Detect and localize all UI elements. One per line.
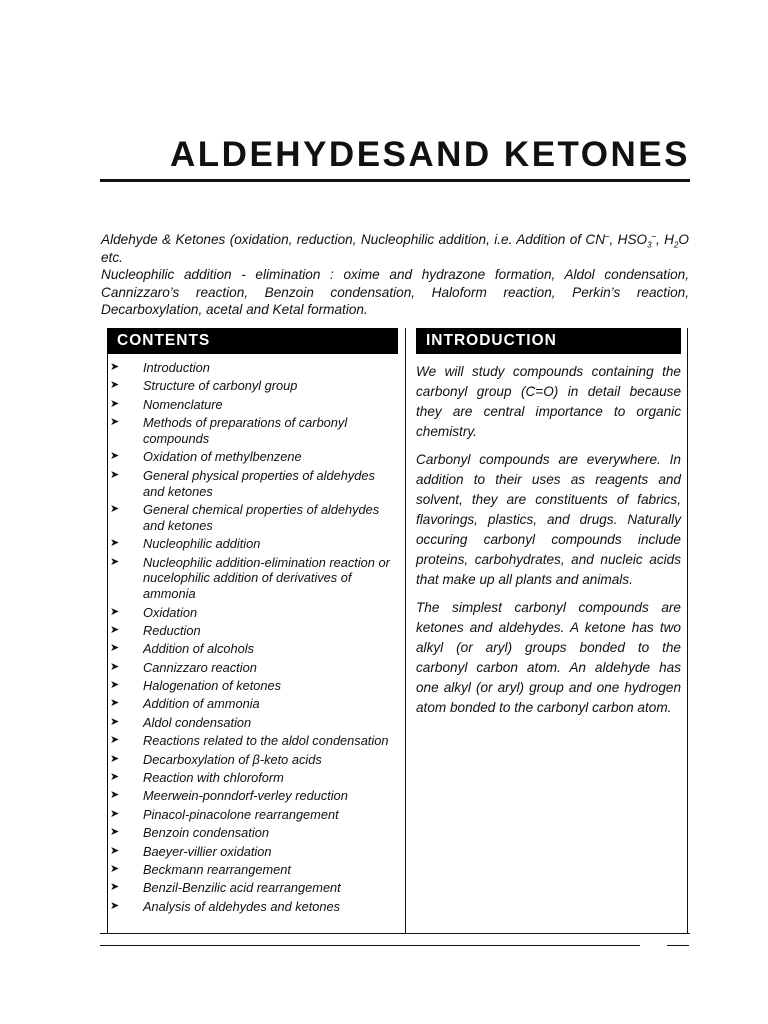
arrowhead-icon: ➤ [110, 734, 120, 747]
contents-item-label: Benzoin condensation [143, 825, 269, 841]
contents-item-label: Decarboxylation of β-keto acids [143, 751, 322, 767]
contents-item [108, 862, 398, 878]
contents-item [108, 555, 398, 602]
chapter-summary [101, 231, 689, 319]
contents-item-label: Structure of carbonyl group [143, 378, 298, 394]
arrowhead-icon: ➤ [110, 642, 120, 655]
footer-rule-short [667, 945, 689, 946]
subscript-2: 2 [673, 240, 679, 250]
arrowhead-icon: ➤ [110, 899, 120, 912]
arrowhead-icon: ➤ [110, 807, 120, 820]
contents-item [108, 880, 398, 896]
contents-item [108, 770, 398, 786]
summary-line-1 [101, 231, 689, 266]
arrowhead-icon: ➤ [110, 605, 120, 618]
contents-item-label: Addition of alcohols [143, 641, 254, 657]
contents-item [108, 678, 398, 694]
contents-item-label: Meerwein-ponndorf-verley reduction [143, 788, 348, 804]
arrowhead-icon: ➤ [110, 771, 120, 784]
contents-item-label: Reduction [143, 622, 201, 638]
contents-item-label: Methods of preparations of carbonyl compounds [143, 415, 348, 446]
summary-text: Aldehyde & Ketones (oxidation, reduction, Nucleophilic addition, i.e. Addition of CN [101, 232, 606, 247]
superscript-minus: – [605, 231, 610, 241]
contents-item-label: Oxidation [143, 604, 198, 620]
contents-item [108, 360, 398, 376]
arrowhead-icon: ➤ [110, 826, 120, 839]
contents-item-label: Benzil-Benzilic acid rearrangement [143, 880, 341, 896]
contents-item-label: Reaction with chloroform [143, 770, 284, 786]
arrowhead-icon: ➤ [110, 361, 120, 373]
title-rule [100, 179, 690, 182]
arrowhead-icon: ➤ [110, 416, 120, 429]
contents-item-label: Introduction [143, 360, 210, 375]
arrowhead-icon: ➤ [110, 715, 120, 728]
contents-item-label: Nomenclature [143, 396, 223, 412]
contents-item [108, 449, 398, 465]
contents-item-label: Addition of ammonia [143, 696, 260, 712]
contents-item-label: Baeyer-villier oxidation [143, 843, 272, 859]
contents-item [108, 623, 398, 639]
footer-rule [100, 945, 640, 946]
arrowhead-icon: ➤ [110, 862, 120, 875]
introduction-paragraph: We will study compounds containing the carbonyl group (C=O) in detail because they are central importance to organic chemistry. [416, 364, 681, 439]
contents-item-label: Aldol condensation [143, 714, 252, 730]
contents-item [108, 733, 398, 749]
arrowhead-icon: ➤ [110, 397, 120, 410]
arrowhead-icon: ➤ [110, 537, 120, 550]
contents-item-label: General physical properties of aldehydes and ketones [143, 467, 375, 499]
hso-text: HSO [617, 232, 648, 247]
contents-item-label: Reactions related to the aldol condensation [143, 733, 389, 749]
contents-heading: CONTENTS [107, 328, 398, 354]
arrowhead-icon: ➤ [110, 623, 120, 636]
contents-item [108, 641, 398, 657]
contents-item-label: Nucleophilic addition [143, 536, 261, 552]
contents-item [108, 536, 398, 552]
arrowhead-icon: ➤ [110, 881, 120, 894]
contents-item [108, 844, 398, 860]
contents-item-label: Pinacol-pinacolone rearrangement [143, 806, 339, 822]
arrowhead-icon: ➤ [110, 555, 120, 568]
contents-item-label: General chemical properties of aldehydes and ketones [143, 501, 380, 533]
contents-item [108, 660, 398, 676]
contents-item [108, 715, 398, 731]
contents-item [108, 415, 398, 447]
contents-item-label: Nucleophilic addition-elimination reaction or nucelophilic addition of derivatives of ammonia [143, 554, 390, 602]
introduction-paragraph: Carbonyl compounds are everywhere. In addition to their uses as reagents and solvent, they are constituents of fabrics, flavorings, plastics, and drugs. Naturally occuring carbonyl compounds include proteins, carbohydrates, and nucleic acids that make up all plants and animals. [416, 452, 681, 587]
summary-comma: , [609, 232, 614, 247]
page-title: ALDEHYDESAND KETONES [170, 135, 690, 174]
arrowhead-icon: ➤ [110, 502, 120, 515]
contents-item-label: Halogenation of ketones [143, 678, 282, 694]
contents-item [108, 502, 398, 534]
subscript-3: 3 [647, 240, 652, 250]
right-border [687, 328, 688, 933]
arrowhead-icon: ➤ [110, 697, 120, 710]
arrowhead-icon: ➤ [110, 752, 120, 765]
contents-item-label: Cannizzaro reaction [143, 659, 257, 675]
contents-list [108, 360, 398, 917]
h-text: , H [656, 232, 674, 247]
summary-paragraph-2: Nucleophilic addition - elimination : oxime and hydrazone formation, Aldol condensation, Cannizzaro’s reaction, Benzoin condensation, Haloform reaction, Perkin’s reaction, Decarboxylation, acetal and Ketal formation. [101, 267, 689, 318]
introduction-paragraph: The simplest carbonyl compounds are ketones and aldehydes. A ketone has two alkyl (or aryl) groups bonded to the carbonyl carbon atom. An aldehyde has one alkyl (or aryl) group and one hydrogen atom bonded to the carbonyl carbon atom. [416, 600, 681, 715]
contents-item [108, 605, 398, 621]
contents-item [108, 468, 398, 500]
arrowhead-icon: ➤ [110, 379, 120, 392]
contents-item [108, 696, 398, 712]
arrowhead-icon: ➤ [110, 450, 120, 463]
column-divider [405, 328, 406, 933]
introduction-heading: INTRODUCTION [416, 328, 681, 354]
arrowhead-icon: ➤ [110, 679, 120, 692]
arrowhead-icon: ➤ [110, 789, 120, 802]
contents-item [108, 788, 398, 804]
contents-item [108, 397, 398, 413]
arrowhead-icon: ➤ [110, 844, 120, 857]
superscript-minus: – [651, 231, 657, 241]
contents-intro-panel [100, 328, 690, 934]
arrowhead-icon: ➤ [110, 660, 120, 673]
contents-item [108, 807, 398, 823]
contents-item-label: Oxidation of methylbenzene [143, 449, 302, 465]
contents-item [108, 752, 398, 768]
introduction-text [416, 362, 681, 726]
contents-item [108, 378, 398, 394]
contents-item-label: Beckmann rearrangement [143, 861, 291, 877]
contents-item [108, 825, 398, 841]
arrowhead-icon: ➤ [110, 468, 120, 481]
summary-text-end: O etc. [101, 232, 689, 265]
contents-item [108, 899, 398, 915]
contents-item-label: Analysis of aldehydes and ketones [143, 898, 341, 914]
